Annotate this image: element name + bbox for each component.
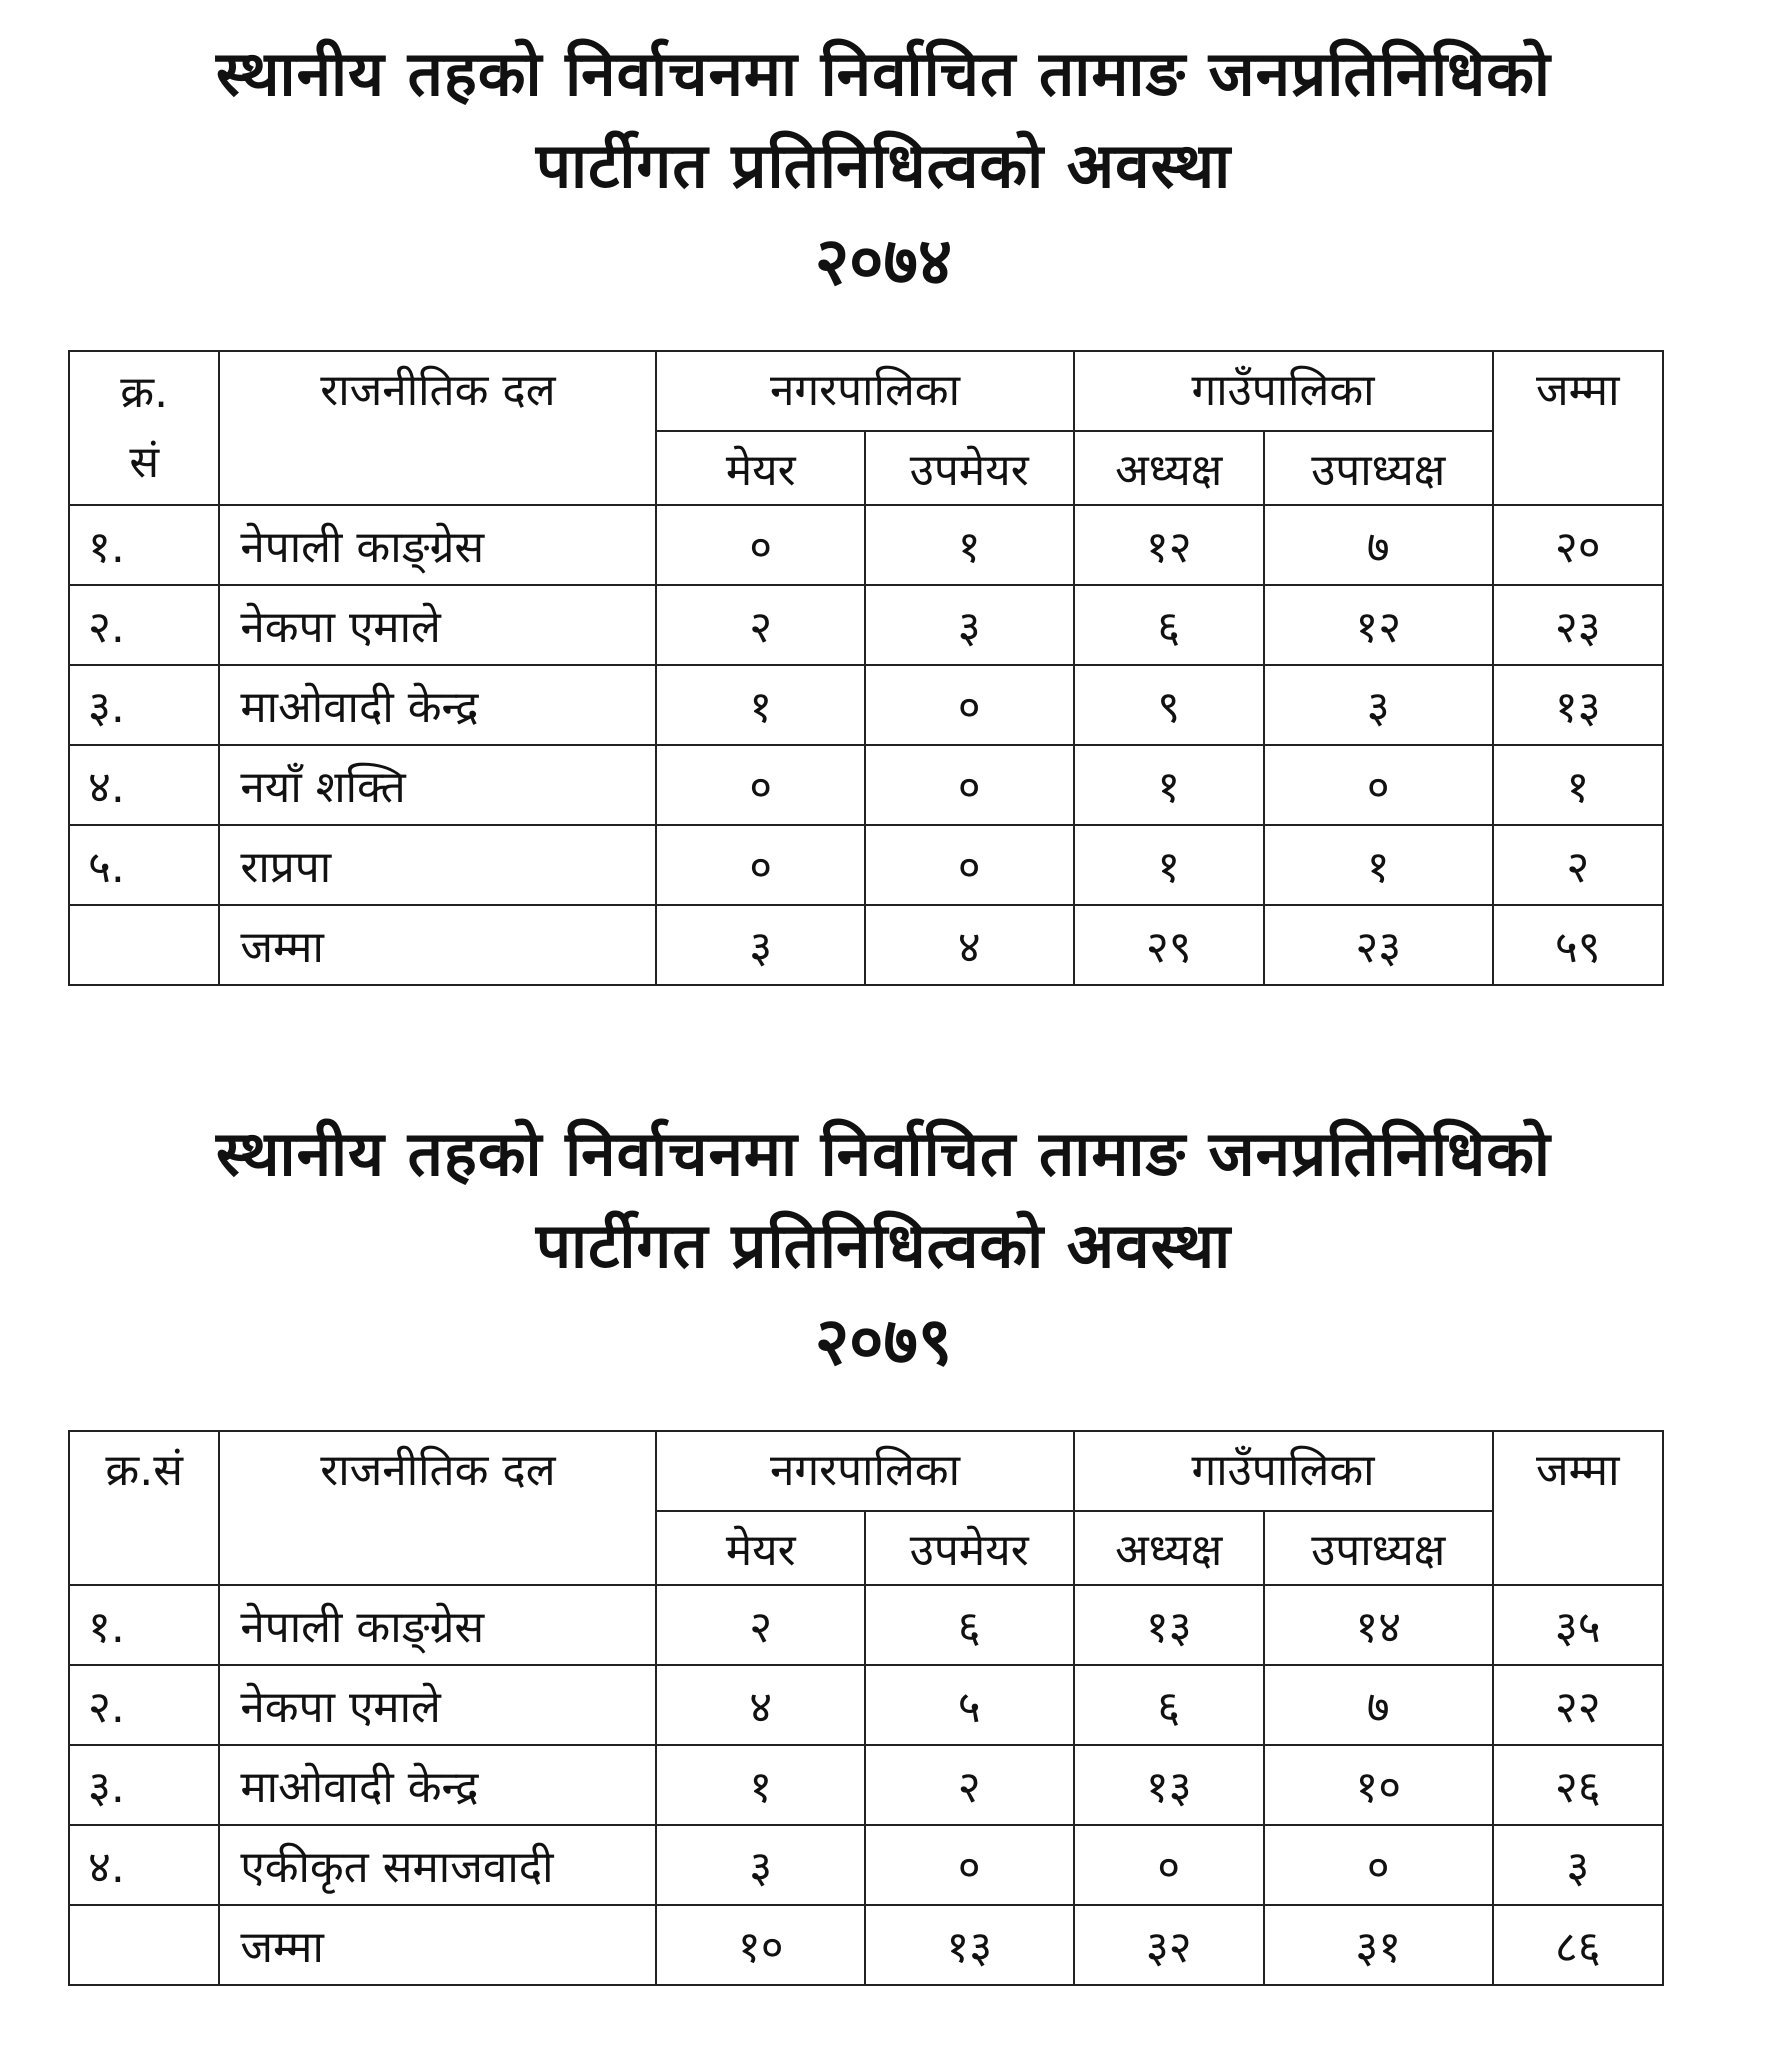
cell-serial (69, 1905, 219, 1985)
cell-total: १३ (1493, 665, 1663, 745)
cell-serial: १. (69, 505, 219, 585)
header-municipality: नगरपालिका (656, 1431, 1073, 1511)
header-chair: अध्यक्ष (1074, 431, 1264, 505)
table-title-line2: पार्टीगत प्रतिनिधित्वको अवस्था (535, 1209, 1232, 1282)
cell-mayor: १ (656, 1745, 865, 1825)
cell-deputy-mayor: ० (865, 745, 1074, 825)
cell-chair: ० (1074, 1825, 1264, 1905)
results-table-2074 (68, 350, 1664, 986)
cell-mayor: ४ (656, 1665, 865, 1745)
header-serial-line1: क्र. (120, 367, 169, 418)
cell-mayor: २ (656, 585, 865, 665)
cell-party: नेपाली काङ्ग्रेस (219, 505, 656, 585)
cell-deputy-mayor: १३ (865, 1905, 1074, 1985)
table-row (69, 1585, 1663, 1665)
cell-deputy-mayor: ३ (865, 585, 1074, 665)
cell-party: नयाँ शक्ति (219, 745, 656, 825)
cell-deputy-mayor: २ (865, 1745, 1074, 1825)
cell-total-label: जम्मा (219, 905, 656, 985)
cell-chair: ३२ (1074, 1905, 1264, 1985)
cell-deputy-mayor: ० (865, 1825, 1074, 1905)
header-total: जम्मा (1493, 351, 1663, 505)
table-year: २०७४ (814, 223, 953, 300)
cell-party: नेकपा एमाले (219, 585, 656, 665)
cell-vice-chair: ३१ (1264, 1905, 1493, 1985)
total-row (69, 1905, 1663, 1985)
table-row (69, 665, 1663, 745)
cell-total: ५९ (1493, 905, 1663, 985)
cell-serial (69, 905, 219, 985)
cell-total: ३५ (1493, 1585, 1663, 1665)
cell-mayor: ० (656, 745, 865, 825)
cell-chair: ६ (1074, 1665, 1264, 1745)
cell-total: २३ (1493, 585, 1663, 665)
cell-mayor: १० (656, 1905, 865, 1985)
cell-party: माओवादी केन्द्र (219, 1745, 656, 1825)
header-vice-chair: उपाध्यक्ष (1264, 1511, 1493, 1585)
cell-vice-chair: ७ (1264, 505, 1493, 585)
cell-vice-chair: १ (1264, 825, 1493, 905)
cell-mayor: ३ (656, 905, 865, 985)
cell-party: नेकपा एमाले (219, 1665, 656, 1745)
cell-chair: १३ (1074, 1585, 1264, 1665)
cell-deputy-mayor: ० (865, 825, 1074, 905)
cell-vice-chair: ० (1264, 1825, 1493, 1905)
cell-total: २२ (1493, 1665, 1663, 1745)
table-title-line1: स्थानीय तहको निर्वाचनमा निर्वाचित तामाङ जनप्रतिनिधिको (216, 37, 1551, 110)
cell-vice-chair: १४ (1264, 1585, 1493, 1665)
header-serial-line2: सं (129, 437, 160, 488)
header-party: राजनीतिक दल (219, 351, 656, 505)
cell-serial: १. (69, 1585, 219, 1665)
cell-serial: २. (69, 585, 219, 665)
cell-chair: १ (1074, 745, 1264, 825)
header-deputy-mayor: उपमेयर (865, 1511, 1074, 1585)
header-party: राजनीतिक दल (219, 1431, 656, 1585)
cell-mayor: १ (656, 665, 865, 745)
cell-deputy-mayor: ५ (865, 1665, 1074, 1745)
cell-total: ८६ (1493, 1905, 1663, 1985)
cell-total: २६ (1493, 1745, 1663, 1825)
table-row (69, 1665, 1663, 1745)
cell-chair: ९ (1074, 665, 1264, 745)
header-municipality: नगरपालिका (656, 351, 1073, 431)
cell-deputy-mayor: ४ (865, 905, 1074, 985)
cell-party: एकीकृत समाजवादी (219, 1825, 656, 1905)
cell-vice-chair: १० (1264, 1745, 1493, 1825)
cell-party: माओवादी केन्द्र (219, 665, 656, 745)
cell-serial: २. (69, 1665, 219, 1745)
cell-party: राप्रपा (219, 825, 656, 905)
cell-total: १ (1493, 745, 1663, 825)
cell-chair: २९ (1074, 905, 1264, 985)
cell-serial: ४. (69, 745, 219, 825)
cell-mayor: २ (656, 1585, 865, 1665)
cell-party: नेपाली काङ्ग्रेस (219, 1585, 656, 1665)
header-serial-number (69, 351, 219, 505)
cell-deputy-mayor: ० (865, 665, 1074, 745)
cell-mayor: ० (656, 505, 865, 585)
header-deputy-mayor: उपमेयर (865, 431, 1074, 505)
header-chair: अध्यक्ष (1074, 1511, 1264, 1585)
table-row (69, 825, 1663, 905)
table-row (69, 585, 1663, 665)
cell-total-label: जम्मा (219, 1905, 656, 1985)
cell-chair: १२ (1074, 505, 1264, 585)
election-table-section-2079 (0, 1108, 1767, 1973)
header-row (69, 1431, 1663, 1511)
cell-total: २० (1493, 505, 1663, 585)
table-row (69, 1745, 1663, 1825)
header-rural-municipality: गाउँपालिका (1074, 351, 1493, 431)
cell-vice-chair: २३ (1264, 905, 1493, 985)
table-title-line1: स्थानीय तहको निर्वाचनमा निर्वाचित तामाङ जनप्रतिनिधिको (216, 1117, 1551, 1190)
table-row (69, 505, 1663, 585)
cell-serial: ५. (69, 825, 219, 905)
header-mayor: मेयर (656, 1511, 865, 1585)
table-row (69, 1825, 1663, 1905)
cell-serial: ४. (69, 1825, 219, 1905)
cell-vice-chair: ३ (1264, 665, 1493, 745)
cell-deputy-mayor: ६ (865, 1585, 1074, 1665)
total-row (69, 905, 1663, 985)
header-total: जम्मा (1493, 1431, 1663, 1585)
header-serial-number: क्र.सं (69, 1431, 219, 1585)
cell-mayor: ० (656, 825, 865, 905)
cell-serial: ३. (69, 665, 219, 745)
cell-mayor: ३ (656, 1825, 865, 1905)
cell-chair: १३ (1074, 1745, 1264, 1825)
cell-total: ३ (1493, 1825, 1663, 1905)
cell-total: २ (1493, 825, 1663, 905)
cell-vice-chair: ० (1264, 745, 1493, 825)
header-rural-municipality: गाउँपालिका (1074, 1431, 1493, 1511)
cell-chair: ६ (1074, 585, 1264, 665)
header-mayor: मेयर (656, 431, 865, 505)
table-title-line2: पार्टीगत प्रतिनिधित्वको अवस्था (535, 129, 1232, 202)
table-year: २०७९ (814, 1303, 953, 1380)
election-table-section-2074 (0, 28, 1767, 973)
header-row (69, 351, 1663, 431)
cell-serial: ३. (69, 1745, 219, 1825)
cell-vice-chair: १२ (1264, 585, 1493, 665)
table-row (69, 745, 1663, 825)
cell-chair: १ (1074, 825, 1264, 905)
results-table-2079 (68, 1430, 1664, 1986)
cell-vice-chair: ७ (1264, 1665, 1493, 1745)
cell-deputy-mayor: १ (865, 505, 1074, 585)
header-vice-chair: उपाध्यक्ष (1264, 431, 1493, 505)
